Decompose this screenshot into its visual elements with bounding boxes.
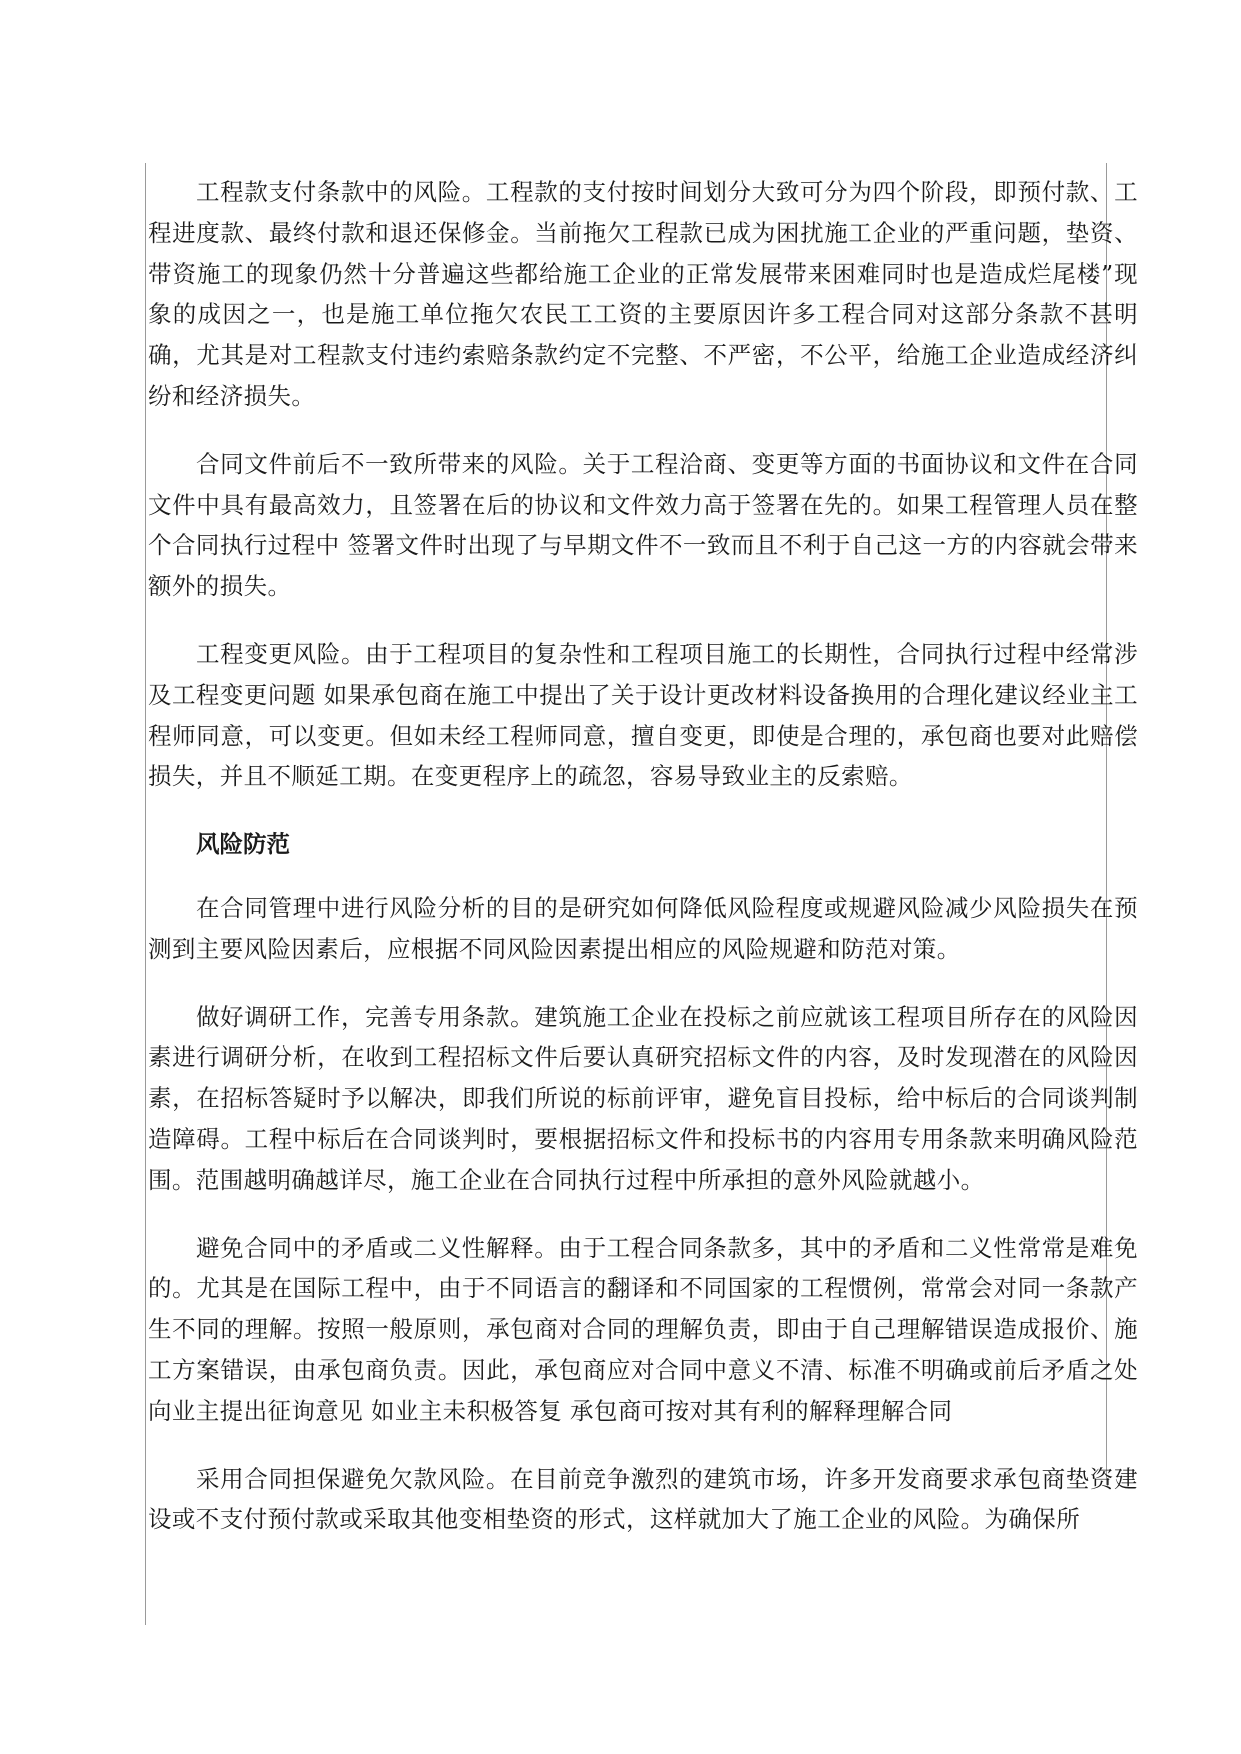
- paragraph-change-risk: 工程变更风险。由于工程项目的复杂性和工程项目施工的长期性，合同执行过程中经常涉及工程变更问题 如果承包商在施工中提出了关于设计更改材料设备换用的合理化建议经业主工程师同意，可以变更。但如未经工程师同意，擅自变更，即使是合理的，承包商也要对此赔偿损失，并且不顺延工期。在变更程序上的疏忽，容易导致业主的反索赔。: [148, 639, 1138, 791]
- document-body: [148, 172, 1138, 1567]
- paragraph-research-special-clauses: 做好调研工作，完善专用条款。建筑施工企业在投标之前应就该工程项目所存在的风险因素进行调研分析，在收到工程招标文件后要认真研究招标文件的内容，及时发现潜在的风险因素，在招标答疑时予以解决，即我们所说的标前评审，避免盲目投标，给中标后的合同谈判制造障碍。工程中标后在合同谈判时，要根据招标文件和投标书的内容用专用条款来明确风险范围。范围越明确越详尽，施工企业在合同执行过程中所承担的意外风险就越小。: [148, 1002, 1138, 1194]
- left-margin-rule: [145, 163, 146, 1625]
- paragraph-payment-risk: 工程款支付条款中的风险。工程款的支付按时间划分大致可分为四个阶段，即预付款、工程进度款、最终付款和退还保修金。当前拖欠工程款已成为困扰施工企业的严重问题，垫资、带资施工的现象仍然十分普遍这些都给施工企业的正常发展带来困难同时也是造成烂尾楼”现象的成因之一，也是施工单位拖欠农民工工资的主要原因许多工程合同对这部分条款不甚明确，尤其是对工程款支付违约索赔条款约定不完整、不严密，不公平，给施工企业造成经济纠纷和经济损失。: [148, 178, 1138, 410]
- paragraph-document-inconsistency-risk: 合同文件前后不一致所带来的风险。关于工程洽商、变更等方面的书面协议和文件在合同文件中具有最高效力，且签署在后的协议和文件效力高于签署在先的。如果工程管理人员在整个合同执行过程中 签署文件时出现了与早期文件不一致而且不利于自己这一方的内容就会带来额外的损失。: [148, 449, 1138, 601]
- section-heading: 风险防范: [196, 830, 290, 859]
- paragraph-contract-guarantee: 采用合同担保避免欠款风险。在目前竞争激烈的建筑市场，许多开发商要求承包商垫资建设或不支付预付款或采取其他变相垫资的形式，这样就加大了施工企业的风险。为确保所: [148, 1464, 1138, 1534]
- paragraph-avoid-ambiguity: 避免合同中的矛盾或二义性解释。由于工程合同条款多，其中的矛盾和二义性常常是难免的。尤其是在国际工程中，由于不同语言的翻译和不同国家的工程惯例，常常会对同一条款产生不同的理解。按照一般原则，承包商对合同的理解负责，即由于自己理解错误造成报价、施工方案错误，由承包商负责。因此，承包商应对合同中意义不清、标准不明确或前后矛盾之处向业主提出征询意见 如业主未积极答复 承包商可按对其有利的解释理解合同: [148, 1233, 1138, 1425]
- paragraph-risk-analysis-purpose: 在合同管理中进行风险分析的目的是研究如何降低风险程度或规避风险减少风险损失在预测到主要风险因素后，应根据不同风险因素提出相应的风险规避和防范对策。: [148, 893, 1138, 963]
